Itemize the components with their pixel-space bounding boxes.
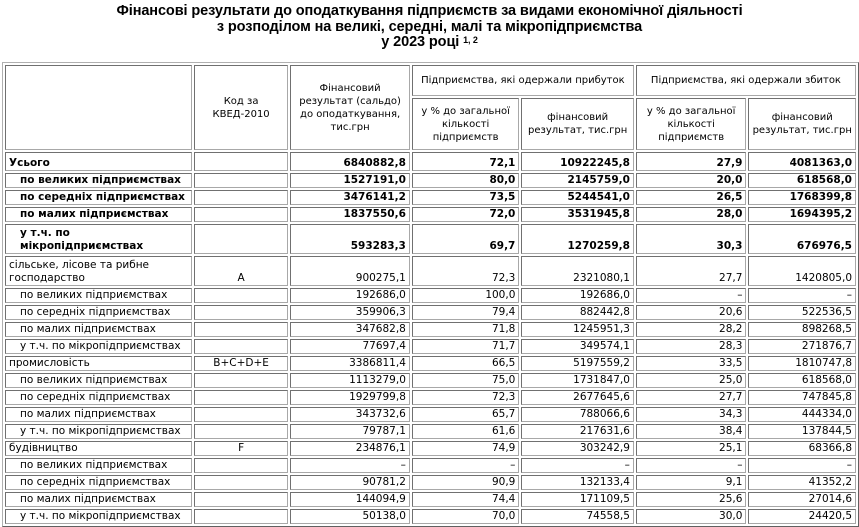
row-profit-pct: 73,5 [412,190,520,205]
row-result: 347682,8 [290,322,410,337]
row-loss-result: 618568,0 [748,173,856,188]
header-result: Фінансовий результат (сальдо) до оподаткування, тис.грн [290,65,410,150]
table-row [5,492,856,507]
row-result: 1113279,0 [290,373,410,388]
row-profit-result: 3531945,8 [521,207,634,222]
row-profit-result: – [521,458,634,473]
row-loss-pct: 30,0 [636,509,747,524]
table-row [5,407,856,422]
row-code [194,152,288,171]
row-result: 1837550,6 [290,207,410,222]
row-name: у т.ч. по мікропідприємствах [5,339,192,354]
row-code: B+C+D+E [194,356,288,371]
row-profit-pct: 71,7 [412,339,520,354]
row-name: по середніх підприємствах [5,190,192,205]
row-profit-pct: 66,5 [412,356,520,371]
row-name: по великих підприємствах [5,173,192,188]
table-row [5,475,856,490]
row-profit-result: 192686,0 [521,288,634,303]
row-result: 192686,0 [290,288,410,303]
row-profit-pct: 70,0 [412,509,520,524]
row-profit-result: 882442,8 [521,305,634,320]
row-loss-result: 27014,6 [748,492,856,507]
row-name: по малих підприємствах [5,492,192,507]
row-loss-pct: 34,3 [636,407,747,422]
row-loss-result: 618568,0 [748,373,856,388]
row-result: 144094,9 [290,492,410,507]
row-name: по великих підприємствах [5,288,192,303]
row-name: по середніх підприємствах [5,475,192,490]
row-code [194,305,288,320]
row-loss-pct: 26,5 [636,190,747,205]
row-loss-pct: 28,2 [636,322,747,337]
results-table-frame [2,62,859,527]
row-result: 359906,3 [290,305,410,320]
header-code: Код за КВЕД-2010 [194,65,288,150]
row-loss-pct: 20,6 [636,305,747,320]
row-loss-pct: 28,0 [636,207,747,222]
row-loss-pct: 28,3 [636,339,747,354]
row-code [194,173,288,188]
row-profit-pct: 90,9 [412,475,520,490]
row-loss-result: 137844,5 [748,424,856,439]
row-code [194,288,288,303]
results-table [3,63,858,526]
row-loss-pct: 27,7 [636,256,747,286]
row-profit-result: 74558,5 [521,509,634,524]
row-result: 6840882,8 [290,152,410,171]
table-row [5,256,856,286]
row-loss-pct: – [636,288,747,303]
header-loss-result: фінансовий результат, тис.грн [748,98,856,150]
row-loss-result: 1810747,8 [748,356,856,371]
row-code [194,407,288,422]
row-loss-pct: 25,0 [636,373,747,388]
row-profit-pct: 79,4 [412,305,520,320]
row-profit-pct: 69,7 [412,224,520,254]
row-name: по великих підприємствах [5,373,192,388]
footnote-marks: 1, 2 [463,35,478,45]
table-row [5,441,856,456]
row-loss-result: 41352,2 [748,475,856,490]
table-row [5,322,856,337]
row-profit-result: 349574,1 [521,339,634,354]
row-code: A [194,256,288,286]
table-row [5,305,856,320]
row-result: 1527191,0 [290,173,410,188]
row-profit-result: 171109,5 [521,492,634,507]
row-code [194,509,288,524]
row-loss-result: 1694395,2 [748,207,856,222]
row-name: будівництво [5,441,192,456]
row-loss-pct: 27,7 [636,390,747,405]
row-result: 90781,2 [290,475,410,490]
table-body [5,152,856,524]
row-profit-result: 1731847,0 [521,373,634,388]
row-loss-pct: 27,9 [636,152,747,171]
row-profit-pct: 74,9 [412,441,520,456]
row-loss-pct: 25,6 [636,492,747,507]
table-row [5,458,856,473]
row-name: по малих підприємствах [5,322,192,337]
header-name [5,65,192,150]
row-result: 3386811,4 [290,356,410,371]
row-code [194,492,288,507]
row-loss-pct: 25,1 [636,441,747,456]
row-loss-result: 444334,0 [748,407,856,422]
row-result: 593283,3 [290,224,410,254]
row-profit-result: 1245951,3 [521,322,634,337]
row-profit-result: 303242,9 [521,441,634,456]
table-row [5,173,856,188]
table-row [5,356,856,371]
table-row [5,288,856,303]
row-profit-result: 2677645,6 [521,390,634,405]
row-name: по середніх підприємствах [5,305,192,320]
title-line-1: Фінансові результати до оподаткування підприємств за видами економічної діяльності [116,3,743,19]
row-profit-pct: 100,0 [412,288,520,303]
row-name: по великих підприємствах [5,458,192,473]
row-loss-result: 747845,8 [748,390,856,405]
row-profit-pct: 72,0 [412,207,520,222]
row-name: сільське, лісове та рибне господарство [5,256,192,286]
row-name: у т.ч. по мікропідприємствах [5,224,192,254]
row-code [194,339,288,354]
row-loss-pct: 33,5 [636,356,747,371]
row-code [194,458,288,473]
header-group-loss: Підприємства, які одержали збиток [636,65,856,96]
row-loss-result: 522536,5 [748,305,856,320]
title-line-3: у 2023 році $^{1, 2}$ [381,34,478,50]
row-loss-pct: 20,0 [636,173,747,188]
row-profit-result: 5197559,2 [521,356,634,371]
row-code [194,190,288,205]
row-profit-pct: 61,6 [412,424,520,439]
row-result: 50138,0 [290,509,410,524]
row-profit-pct: 71,8 [412,322,520,337]
row-result: 3476141,2 [290,190,410,205]
row-loss-result: 24420,5 [748,509,856,524]
row-loss-pct: 30,3 [636,224,747,254]
row-loss-result: 898268,5 [748,322,856,337]
row-profit-pct: 72,3 [412,390,520,405]
row-loss-result: 1768399,8 [748,190,856,205]
row-loss-result: 1420805,0 [748,256,856,286]
row-name: у т.ч. по мікропідприємствах [5,509,192,524]
row-loss-pct: 9,1 [636,475,747,490]
row-loss-pct: 38,4 [636,424,747,439]
row-loss-result: 68366,8 [748,441,856,456]
row-profit-result: 217631,6 [521,424,634,439]
table-row [5,190,856,205]
row-code [194,322,288,337]
row-result: 343732,6 [290,407,410,422]
table-row [5,509,856,524]
row-loss-result: 4081363,0 [748,152,856,171]
row-profit-pct: 75,0 [412,373,520,388]
row-code [194,475,288,490]
row-result: – [290,458,410,473]
table-row [5,207,856,222]
row-name: у т.ч. по мікропідприємствах [5,424,192,439]
row-name: по малих підприємствах [5,407,192,422]
header-profit-result: фінансовий результат, тис.грн [521,98,634,150]
row-loss-result: 271876,7 [748,339,856,354]
title-line-2: з розподілом на великі, середні, малі та мікропідприємства [216,18,643,35]
row-profit-result: 2145759,0 [521,173,634,188]
row-code [194,224,288,254]
row-profit-pct: 72,3 [412,256,520,286]
row-profit-pct: 65,7 [412,407,520,422]
header-loss-pct: у % до загальної кількості підприємств [636,98,747,150]
table-row [5,224,856,254]
row-loss-pct: – [636,458,747,473]
row-result: 77697,4 [290,339,410,354]
row-name: промисловість [5,356,192,371]
row-profit-result: 132133,4 [521,475,634,490]
row-loss-result: – [748,458,856,473]
row-loss-result: – [748,288,856,303]
row-code [194,390,288,405]
row-code [194,207,288,222]
row-profit-pct: 74,4 [412,492,520,507]
row-result: 900275,1 [290,256,410,286]
table-row [5,152,856,171]
row-profit-pct: 80,0 [412,173,520,188]
header-group-profit: Підприємства, які одержали прибуток [412,65,634,96]
row-result: 79787,1 [290,424,410,439]
table-row [5,390,856,405]
row-loss-result: 676976,5 [748,224,856,254]
row-profit-result: 10922245,8 [521,152,634,171]
page-title [0,0,859,51]
row-code [194,424,288,439]
row-code [194,373,288,388]
row-profit-result: 788066,6 [521,407,634,422]
row-result: 234876,1 [290,441,410,456]
row-profit-pct: – [412,458,520,473]
row-name: по середніх підприємствах [5,390,192,405]
header-profit-pct: у % до загальної кількості підприємств [412,98,520,150]
row-code: F [194,441,288,456]
row-profit-result: 5244541,0 [521,190,634,205]
row-profit-result: 2321080,1 [521,256,634,286]
row-name: по малих підприємствах [5,207,192,222]
table-row [5,339,856,354]
table-row [5,424,856,439]
row-name: Усього [5,152,192,171]
row-result: 1929799,8 [290,390,410,405]
table-row [5,373,856,388]
row-profit-pct: 72,1 [412,152,520,171]
row-profit-result: 1270259,8 [521,224,634,254]
